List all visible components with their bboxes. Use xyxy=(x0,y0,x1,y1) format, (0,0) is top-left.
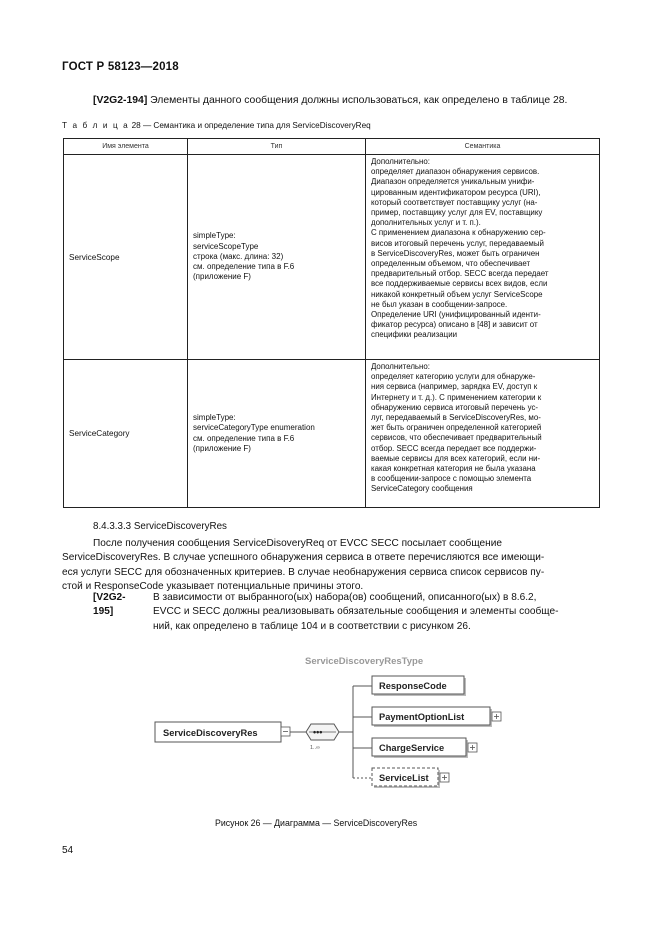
type-line: serviceCategoryType enumeration xyxy=(193,423,315,433)
cell-element-name: ServiceCategory xyxy=(64,360,188,508)
requirement-tag: [V2G2-194] xyxy=(93,95,148,106)
cell-semantics xyxy=(366,360,600,508)
type-line: см. определение типа в F.6 xyxy=(193,262,295,272)
child-elements xyxy=(353,676,501,788)
child-element-label: ChargeService xyxy=(379,743,445,753)
semantics-line: пример, поставщику услуг для EV, поставщику xyxy=(371,208,543,218)
semantics-line: который соответствует поставщику услуг (на- xyxy=(371,197,538,207)
cell-type xyxy=(188,155,366,360)
semantics-line: обнаружению сервиса итоговый перечень ус- xyxy=(371,402,539,412)
cardinality-label: 1..∞ xyxy=(310,745,321,751)
body-paragraph xyxy=(62,537,599,594)
semantics-line: цированным идентификатором ресурса (URI), xyxy=(371,187,541,197)
requirement-line: ний, как определено в таблице 104 и в соответствии с рисунком 26. xyxy=(153,620,471,632)
page-number: 54 xyxy=(62,845,74,856)
semantics-line: фикатор ресурса) описано в [48] и зависит от xyxy=(371,320,538,330)
column-header-name: Имя элемента xyxy=(64,139,188,155)
type-line: (приложение F) xyxy=(193,272,251,282)
table-caption-text: 28 — Семантика и определение типа для ServiceDiscoveryReq xyxy=(129,121,371,130)
requirement-line: В зависимости от выбранного(ых) набора(ов) сообщений, описанного(ых) в 8.6.2, xyxy=(153,592,537,603)
type-line: см. определение типа в F.6 xyxy=(193,433,295,443)
semantics-line: отбор. SECC всегда передает все поддержи- xyxy=(371,443,537,453)
semantics-line: предварительный отбор. SECC всегда передает xyxy=(371,269,549,279)
body-line: еся услуги SECC для обозначенных критериев. В случае необнаружения сервиса список сервисов пу- xyxy=(62,566,545,578)
body-line: После получения сообщения ServiceDisoveryReq от EVCC SECC посылает сообщение xyxy=(93,538,502,549)
type-line: simpleType: xyxy=(193,413,236,423)
semantics-line: ния сервиса (например, зарядка EV, доступ к xyxy=(371,382,538,392)
semantics-line: Дополнительно: xyxy=(371,362,430,371)
type-line: simpleType: xyxy=(193,231,236,241)
semantics-line: ServiceCategory сообщения xyxy=(371,484,473,494)
cell-element-name: ServiceScope xyxy=(64,155,188,360)
figure-caption: Рисунок 26 — Диаграмма — ServiceDiscoveryRes xyxy=(215,818,418,828)
table-caption-prefix: Т а б л и ц а xyxy=(62,121,130,130)
child-element-label: PaymentOptionList xyxy=(379,712,465,722)
requirement-tag: [V2G2-195] xyxy=(93,592,126,618)
diagram-type-title: ServiceDiscoveryResType xyxy=(305,656,424,667)
sequence-dots-icon: ••• xyxy=(313,727,323,737)
cell-semantics xyxy=(366,155,600,360)
child-element-label: ServiceList xyxy=(379,773,429,783)
table-caption xyxy=(62,121,371,130)
table-row xyxy=(64,155,600,360)
semantics-line: С применением диапазона к обнаружению сер- xyxy=(371,228,546,238)
schema-diagram xyxy=(150,648,510,808)
requirement-paragraph-194 xyxy=(93,93,603,108)
semantics-line: определяет диапазон обнаружения сервисов. xyxy=(371,167,540,177)
semantics-line: определенным объемом, что обеспечивает xyxy=(371,259,531,269)
semantics-line: в ServiceDiscoveryRes, может быть ограничен xyxy=(371,248,540,258)
column-header-type: Тип xyxy=(188,139,366,155)
document-header: ГОСТ Р 58123—2018 xyxy=(62,61,179,73)
type-line: строка (макс. длина: 32) xyxy=(193,251,284,261)
semantics-line: в сообщении-запросе с помощью элемента xyxy=(371,474,532,484)
requirement-text xyxy=(153,591,599,634)
table-header-row xyxy=(64,139,600,155)
semantics-line: никакой конкретный объем услуг ServiceScope xyxy=(371,289,543,299)
semantics-line: Дополнительно: xyxy=(371,157,430,166)
semantics-line: сервисов, что обеспечивает предварительный xyxy=(371,433,542,443)
semantics-line: Диапазон определяется уникальным унифи- xyxy=(371,177,535,187)
semantics-line: луг, передаваемый в ServiceDiscoveryRes, мо- xyxy=(371,413,541,423)
semantics-line: Определение URI (унифицированный иденти- xyxy=(371,310,541,320)
body-line: ServiceDiscoveryRes. В случае успешного обнаружения сервиса в ответе перечисляются все имеющи- xyxy=(62,552,545,564)
requirement-line: EVCC и SECC должны реализовывать обязательные сообщения и элементы сообще- xyxy=(153,606,559,618)
type-line: serviceScopeType xyxy=(193,241,259,251)
cell-type xyxy=(188,360,366,508)
semantics-line: дополнительных услуг и т. п.). xyxy=(371,218,481,228)
root-element-label: ServiceDiscoveryRes xyxy=(163,728,258,738)
requirement-text: Элементы данного сообщения должны использоваться, как определено в таблице 28. xyxy=(147,95,568,106)
semantics-line: все поддерживаемые сервисы всех видов, если xyxy=(371,279,548,289)
semantics-table xyxy=(63,138,600,508)
table-row xyxy=(64,360,600,508)
section-heading: 8.4.3.3.3 ServiceDiscoveryRes xyxy=(93,521,227,532)
semantics-line: Интернету и т. д.). С применением категории к xyxy=(371,392,542,402)
type-line: (приложение F) xyxy=(193,443,251,453)
semantics-line: определяет категорию услуги для обнаруже- xyxy=(371,372,536,382)
semantics-line: не был указан в сообщении-запросе. xyxy=(371,299,508,309)
semantics-line: жет быть ограничен определенной категорией xyxy=(371,423,542,433)
body-line: стой и ResponseCode указывает потенциальные причины этого. xyxy=(62,580,364,592)
semantics-line: ваемые сервисы для всех категорий, если ни- xyxy=(371,453,541,463)
semantics-line: висов итоговый перечень услуг, передаваемый xyxy=(371,238,544,248)
column-header-semantics: Семантика xyxy=(366,139,600,155)
child-element-label: ResponseCode xyxy=(379,681,447,691)
semantics-line: какая конкретная категория не была указана xyxy=(371,464,536,474)
semantics-line: специфики реализации xyxy=(371,330,458,340)
